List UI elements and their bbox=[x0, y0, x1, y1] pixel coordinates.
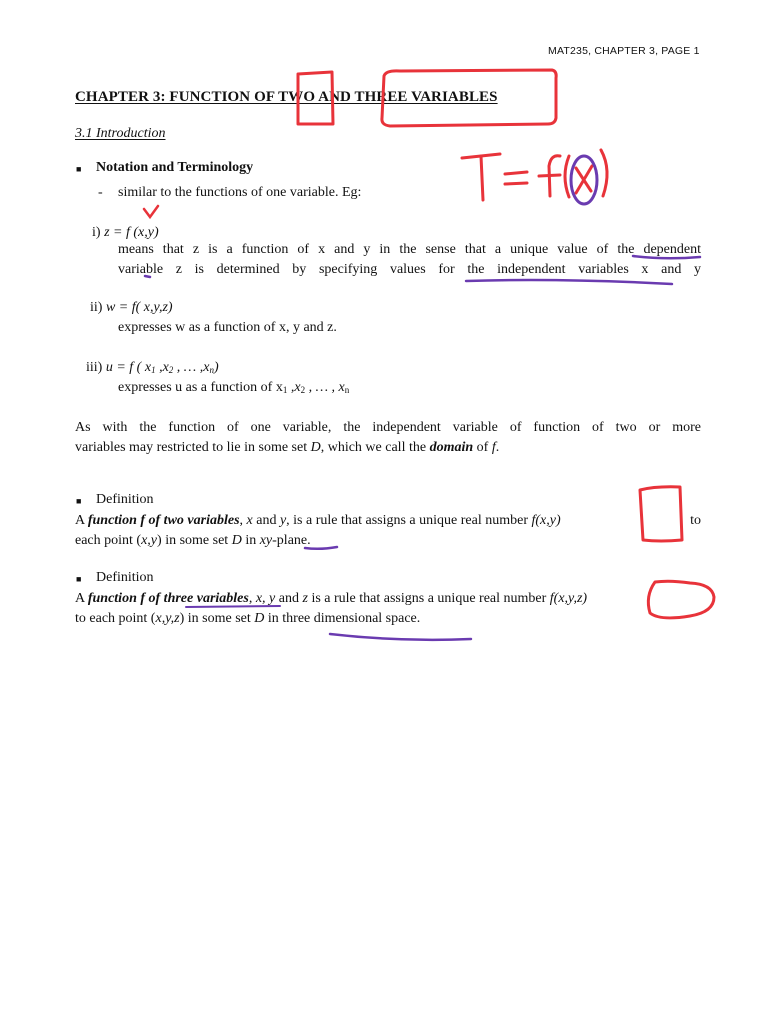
text-part: of bbox=[473, 440, 492, 455]
example-ii bbox=[90, 300, 173, 316]
variables: x, y bbox=[255, 591, 276, 606]
set-symbol: D bbox=[231, 533, 242, 548]
example-ii-description: expresses w as a function of x, y and z. bbox=[118, 320, 337, 335]
notation-heading: Notation and Terminology bbox=[96, 160, 254, 175]
example-label: i) bbox=[92, 225, 101, 240]
ink-stroke bbox=[601, 150, 607, 196]
bullet-icon: ■ bbox=[76, 164, 82, 174]
bullet-icon: ■ bbox=[76, 574, 82, 584]
text-part: expresses u as a function of x bbox=[118, 380, 283, 395]
defined-term: function f of two variables bbox=[87, 513, 240, 528]
example-iii-description bbox=[118, 380, 349, 396]
text-part: -plane. bbox=[272, 533, 311, 548]
ink-stroke bbox=[576, 168, 591, 191]
underline-independent-variables bbox=[466, 280, 672, 284]
example-formula: w = f( x,y,z) bbox=[105, 300, 173, 315]
subscript: 1 bbox=[151, 365, 156, 375]
text-part: ) in some set bbox=[179, 611, 255, 626]
ink-stroke bbox=[462, 154, 500, 158]
defined-term: function f of three variables bbox=[87, 591, 249, 606]
red-check-mark bbox=[144, 206, 158, 217]
text-line bbox=[75, 438, 701, 458]
subscript: n bbox=[209, 365, 214, 375]
variable: x bbox=[246, 513, 253, 528]
function-expression: f(x,y,z) bbox=[549, 591, 588, 606]
dash-marker: - bbox=[98, 185, 103, 200]
ink-stroke bbox=[549, 156, 560, 196]
text-part: , bbox=[248, 591, 256, 606]
text-line bbox=[75, 609, 701, 629]
text-line bbox=[75, 589, 701, 609]
ink-stroke bbox=[481, 156, 483, 200]
text-part: . bbox=[495, 440, 500, 455]
text-part: and bbox=[252, 513, 280, 528]
text-part: each point ( bbox=[75, 533, 142, 548]
notation-intro: similar to the functions of one variable. Eg: bbox=[118, 185, 362, 200]
subscript: 1 bbox=[282, 385, 288, 395]
text-line: As with the function of one variable, the independent variable of function of two or more bbox=[75, 420, 701, 435]
text-part: to bbox=[690, 513, 701, 528]
text-part: A bbox=[75, 513, 88, 528]
text-part: to each point ( bbox=[75, 611, 156, 626]
bullet-icon: ■ bbox=[76, 496, 82, 506]
page-header: MAT235, CHAPTER 3, PAGE 1 bbox=[548, 45, 700, 57]
ink-stroke bbox=[505, 172, 527, 174]
text-part: ) in some set bbox=[157, 533, 232, 548]
subscript: 2 bbox=[168, 365, 174, 375]
formula-part: , … ,x bbox=[173, 360, 210, 375]
text-part: , bbox=[239, 513, 247, 528]
text-part: and bbox=[275, 591, 303, 606]
text-line: means that z is a function of x and y in the sense that a unique value of the dependent bbox=[118, 242, 701, 257]
text-part: A bbox=[75, 591, 88, 606]
text-part: variables may restricted to lie in some set bbox=[75, 440, 311, 455]
set-symbol: D bbox=[310, 440, 321, 455]
point-expression: x,y bbox=[141, 533, 158, 548]
text-line: variable z is determined by specifying values for the independent variables x and y bbox=[118, 262, 701, 277]
ink-stroke bbox=[565, 156, 569, 197]
definition-label: Definition bbox=[96, 492, 154, 507]
set-symbol: D bbox=[254, 611, 265, 626]
function-expression: f(x,y) bbox=[531, 513, 561, 528]
variable: z bbox=[302, 591, 308, 606]
text-line bbox=[75, 511, 701, 531]
text-line bbox=[75, 531, 701, 551]
purple-circle bbox=[571, 156, 597, 204]
example-i bbox=[92, 225, 159, 241]
chapter-title: CHAPTER 3: FUNCTION OF TWO AND THREE VARIABLES bbox=[75, 89, 498, 105]
formula-part: ,x bbox=[155, 360, 169, 375]
underline-three-dimensional bbox=[330, 634, 471, 640]
plane-symbol: xy bbox=[259, 533, 273, 548]
section-heading: 3.1 Introduction bbox=[75, 126, 166, 141]
definition-2 bbox=[75, 589, 701, 629]
ink-stroke bbox=[539, 175, 560, 176]
ink-stroke bbox=[505, 183, 527, 184]
handwritten-equation bbox=[462, 150, 607, 200]
point-expression: x,y,z bbox=[155, 611, 180, 626]
text-part: in three dimensional space. bbox=[264, 611, 421, 626]
text-part: , which we call the bbox=[320, 440, 430, 455]
definition-label: Definition bbox=[96, 570, 154, 585]
example-label: ii) bbox=[90, 300, 103, 315]
ink-stroke bbox=[576, 166, 592, 193]
domain-term: domain bbox=[429, 440, 474, 455]
formula-part: ) bbox=[213, 360, 219, 375]
function-symbol: f bbox=[491, 440, 496, 455]
text-part: , … , x bbox=[305, 380, 345, 395]
example-iii bbox=[86, 360, 219, 376]
subscript: n bbox=[344, 385, 350, 395]
text-part: , is a rule that assigns a unique real number bbox=[286, 513, 532, 528]
definition-1 bbox=[75, 511, 701, 551]
text-part: is a rule that assigns a unique real number bbox=[307, 591, 550, 606]
example-formula: z = f (x,y) bbox=[104, 225, 159, 240]
example-i-description bbox=[118, 240, 701, 280]
variable: y bbox=[279, 513, 287, 528]
text-part: in bbox=[241, 533, 260, 548]
example-label: iii) bbox=[86, 360, 103, 375]
domain-paragraph bbox=[75, 418, 701, 458]
text-part: ,x bbox=[287, 380, 301, 395]
subscript: 2 bbox=[300, 385, 306, 395]
formula-part: u = f ( x bbox=[105, 360, 152, 375]
